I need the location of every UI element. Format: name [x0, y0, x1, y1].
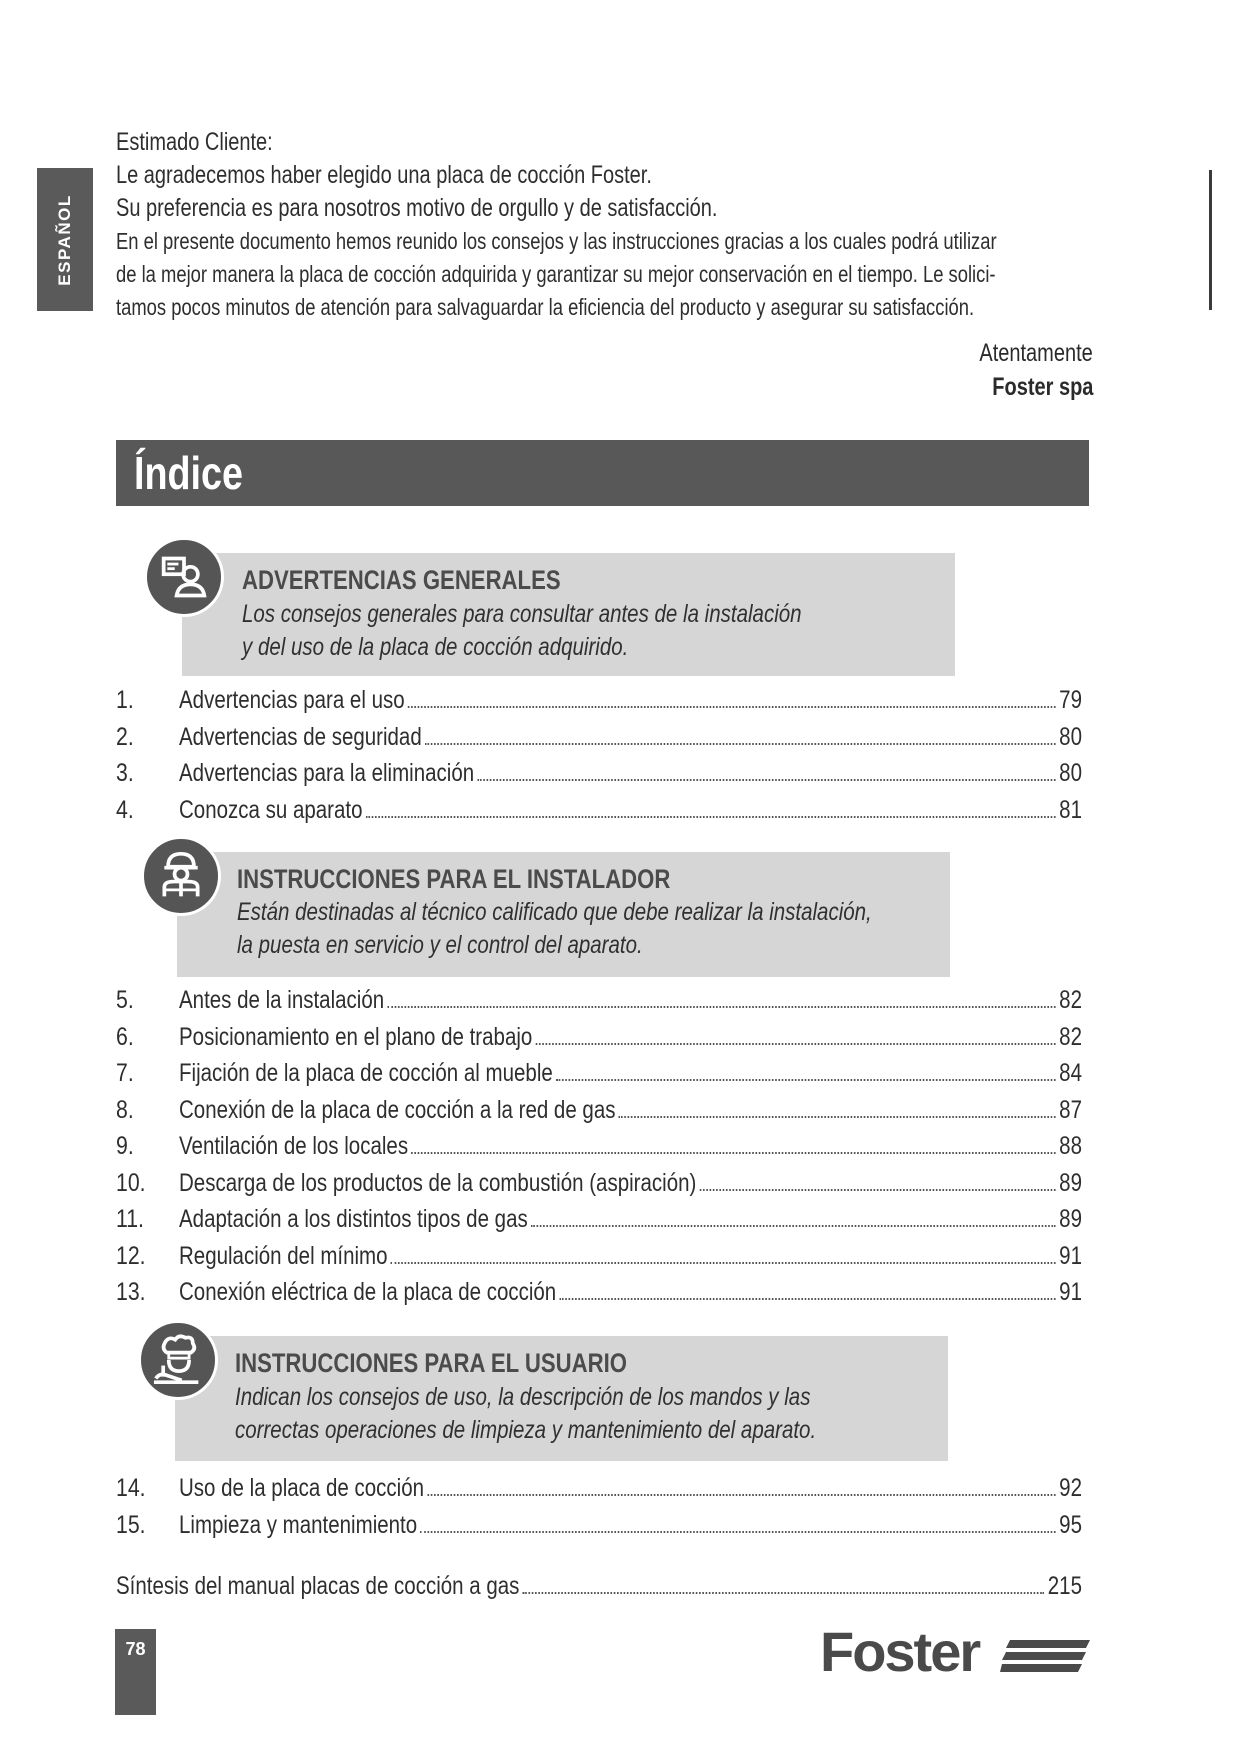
logo-text: Foster [820, 1620, 980, 1683]
section-description: Indican los consejos de uso, la descripción de los mandos y las correctas operaciones de limpieza y mantenimiento del aparato. [235, 1383, 817, 1444]
language-tab [37, 168, 93, 311]
toc-entry[interactable]: 1. Advertencias para el uso 79 [116, 686, 1082, 714]
index-title-bar [116, 440, 1089, 506]
intro-line: Estimado Cliente: [116, 128, 273, 156]
toc-entry[interactable]: 15. Limpieza y mantenimiento 95 [116, 1510, 1082, 1539]
logo-bars-icon [1000, 1638, 1090, 1674]
section-description: Están destinadas al técnico calificado que debe realizar la instalación, la puesta en servicio y el control del aparato. [237, 898, 872, 959]
toc-entry[interactable]: 3. Advertencias para la eliminación 80 [116, 759, 1082, 787]
toc-entry[interactable]: 7. Fijación de la placa de cocción al mueble 84 [116, 1059, 1082, 1087]
intro-line: Le agradecemos haber elegido una placa de cocción Foster. [116, 161, 652, 189]
section-title: INSTRUCCIONES PARA EL INSTALADOR [237, 864, 671, 894]
intro-line: En el presente documento hemos reunido los consejos y las instrucciones gracias a los cuales podrá utilizar [116, 228, 997, 254]
company-name: Foster spa [991, 373, 1093, 401]
installer-icon [141, 836, 221, 916]
page-number: 78 [125, 1639, 146, 1659]
margin-rule [1209, 170, 1212, 310]
index-title: Índice [134, 447, 244, 499]
toc-group-general [116, 682, 1082, 828]
synthesis-entry[interactable]: Síntesis del manual placas de cocción a gas 215 [116, 1572, 1082, 1600]
toc-entry[interactable]: 5. Antes de la instalación 82 [116, 986, 1082, 1014]
page-number-tab [115, 1629, 156, 1715]
intro-line: Su preferencia es para nosotros motivo de orgullo y de satisfacción. [116, 194, 718, 222]
intro-line: tamos pocos minutos de atención para salvaguardar la eficiencia del producto y asegurar su satisfacción. [116, 294, 975, 320]
toc-entry[interactable]: 8. Conexión de la placa de cocción a la red de gas 87 [116, 1095, 1082, 1124]
toc-entry[interactable]: 13. Conexión eléctrica de la placa de cocción 91 [116, 1278, 1082, 1306]
section-title: INSTRUCCIONES PARA EL USUARIO [235, 1348, 627, 1378]
foster-logo [820, 1622, 1090, 1682]
toc-entry[interactable]: 10. Descarga de los productos de la combustión (aspiración) 89 [116, 1168, 1082, 1197]
toc-entry[interactable]: 4. Conozca su aparato 81 [116, 795, 1082, 824]
toc-entry[interactable]: 14. Uso de la placa de cocción 92 [116, 1474, 1082, 1502]
chef-icon [138, 1320, 218, 1400]
toc-entry[interactable]: 12. Regulación del mínimo 91 [116, 1241, 1082, 1270]
section-description: Los consejos generales para consultar antes de la instalación y del uso de la placa de cocción adquirido. [242, 600, 802, 661]
intro-line: de la mejor manera la placa de cocción adquirida y garantizar su mejor conservación en el tiempo. Le solici- [116, 261, 996, 287]
intro-letter [116, 126, 1096, 324]
signoff [951, 336, 1093, 404]
manual-reader-icon [144, 537, 224, 617]
toc-group-installer [116, 982, 1082, 1311]
toc-group-user [116, 1470, 1082, 1543]
closing: Atentamente [979, 339, 1093, 367]
language-label: ESPAÑOL [55, 193, 74, 286]
toc-entry[interactable]: 9. Ventilación de los locales 88 [116, 1132, 1082, 1160]
toc-entry[interactable]: 2. Advertencias de seguridad 80 [116, 722, 1082, 751]
section-title: ADVERTENCIAS GENERALES [242, 565, 561, 595]
toc-entry[interactable]: 6. Posicionamiento en el plano de trabajo 82 [116, 1022, 1082, 1051]
toc-entry[interactable]: 11. Adaptación a los distintos tipos de gas 89 [116, 1205, 1082, 1233]
